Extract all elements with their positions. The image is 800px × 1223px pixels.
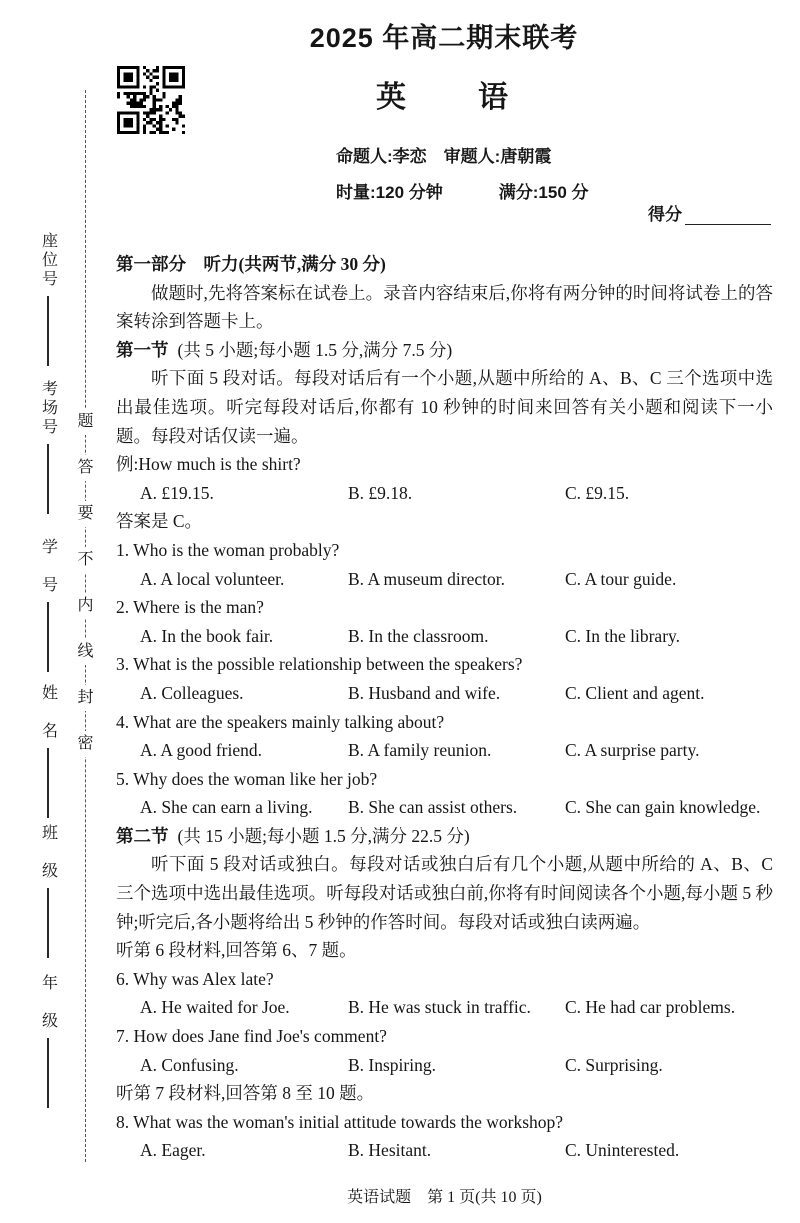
- option-c: C. She can gain knowledge.: [565, 797, 761, 818]
- section2-label: 第二节: [116, 825, 169, 846]
- fill-in-line: [47, 748, 49, 818]
- seal-char: 线: [75, 639, 96, 665]
- field-label: 年 级: [39, 974, 57, 1031]
- question-options: [116, 1136, 773, 1165]
- question-options: [116, 565, 773, 594]
- option-a: A. £19.15.: [140, 482, 214, 503]
- question-3: [116, 650, 773, 707]
- question-options: [116, 1051, 773, 1080]
- seal-char: 要: [75, 501, 96, 527]
- option-a: A. A good friend.: [140, 740, 263, 761]
- exam-body: [116, 250, 773, 1165]
- section1-meta: (共 5 小题;每小题 1.5 分,满分 7.5 分): [177, 339, 453, 360]
- field-grade: [36, 974, 60, 1108]
- duration: 时量:120 分钟: [336, 183, 443, 202]
- option-b: B. Hesitant.: [348, 1140, 432, 1161]
- section1-heading: [116, 336, 773, 365]
- seal-dashed-line: [85, 90, 86, 1162]
- question-6: [116, 965, 773, 1022]
- authors-line: 命题人:李恋 审题人:唐朝霞: [336, 147, 552, 166]
- option-c: C. A tour guide.: [565, 568, 677, 589]
- field-seat-number: [36, 232, 60, 366]
- question-options: [116, 993, 773, 1022]
- question-7: [116, 1022, 773, 1079]
- question-text: 2. Where is the man?: [116, 597, 264, 618]
- option-a: A. She can earn a living.: [140, 797, 313, 818]
- fill-in-line: [47, 444, 49, 514]
- exam-title: 2025 年高二期末联考: [309, 23, 579, 53]
- example-answer-note: 答案是 C。: [116, 511, 203, 532]
- option-b: B. Inspiring.: [348, 1054, 436, 1075]
- option-a: A. Confusing.: [140, 1054, 239, 1075]
- subject-title: 英 语: [376, 81, 512, 114]
- option-c: C. Client and agent.: [565, 682, 705, 703]
- times-line: [336, 178, 589, 203]
- part1-intro: 做题时,先将答案标在试卷上。录音内容结束后,你将有两分钟的时间将试卷上的答案转涂到答题卡上。: [116, 282, 773, 332]
- question-8: [116, 1108, 773, 1165]
- option-b: B. He was stuck in traffic.: [348, 997, 531, 1018]
- material6-line: 听第 6 段材料,回答第 6、7 题。: [116, 940, 357, 961]
- option-b: B. A museum director.: [348, 568, 506, 589]
- option-c: C. A surprise party.: [565, 740, 700, 761]
- score-box: [648, 200, 771, 225]
- section2-intro: 听下面 5 段对话或独白。每段对话或独白后有几个小题,从题中所给的 A、B、C 三个选项中选出最佳选项。听每段对话或独白前,你将有时间阅读各个小题,每小题 5 秒钟;听完后,各小题将给出 5 秒钟的作答时间。每段对话或独白读两遍。: [116, 854, 773, 932]
- seal-char: 密: [75, 731, 96, 757]
- material7-line: 听第 7 段材料,回答第 8 至 10 题。: [116, 1083, 375, 1104]
- question-2: [116, 593, 773, 650]
- seal-char: 题: [75, 409, 96, 435]
- question-text: 4. What are the speakers mainly talking about?: [116, 711, 445, 732]
- page-footer: 英语试题 第 1 页(共 10 页): [347, 1189, 542, 1206]
- section1-intro: 听下面 5 段对话。每段对话后有一个小题,从题中所给的 A、B、C 三个选项中选出最佳选项。听完每段对话后,你都有 10 秒钟的时间来回答有关小题和阅读下一小题。每段对话仅读一遍。: [116, 368, 773, 446]
- question-options: [116, 679, 773, 708]
- question-options: [116, 622, 773, 651]
- question-1: [116, 536, 773, 593]
- option-b: B. £9.18.: [348, 482, 413, 503]
- question-text: 8. What was the woman's initial attitude towards the workshop?: [116, 1111, 564, 1132]
- question-options: [116, 736, 773, 765]
- field-label: 姓 名: [39, 684, 57, 741]
- field-label: 学 号: [39, 538, 57, 595]
- field-room-number: [36, 380, 60, 514]
- field-label: 考场号: [39, 380, 57, 437]
- score-label: 得分: [648, 205, 682, 224]
- question-options: [116, 793, 773, 822]
- field-name: [36, 684, 60, 818]
- question-text: 3. What is the possible relationship between the speakers?: [116, 654, 523, 675]
- option-b: B. A family reunion.: [348, 740, 492, 761]
- option-a: A. He waited for Joe.: [140, 997, 290, 1018]
- section1-label: 第一节: [116, 339, 169, 360]
- question-text: 1. Who is the woman probably?: [116, 539, 340, 560]
- fill-in-line: [47, 602, 49, 672]
- part1-heading: 第一部分 听力(共两节,满分 30 分): [116, 254, 386, 274]
- option-b: B. In the classroom.: [348, 625, 489, 646]
- section2-meta: (共 15 小题;每小题 1.5 分,满分 22.5 分): [177, 825, 470, 846]
- example-question: 例:How much is the shirt?: [116, 454, 301, 475]
- option-b: B. She can assist others.: [348, 797, 518, 818]
- seal-char: 答: [75, 455, 96, 481]
- fill-in-line: [47, 888, 49, 958]
- option-c: C. £9.15.: [565, 482, 630, 503]
- field-label: 班 级: [39, 824, 57, 881]
- seal-char: 不: [75, 547, 96, 573]
- option-c: C. Surprising.: [565, 1054, 663, 1075]
- field-class: [36, 824, 60, 958]
- question-5: [116, 765, 773, 822]
- option-c: C. He had car problems.: [565, 997, 736, 1018]
- option-a: A. In the book fair.: [140, 625, 274, 646]
- option-b: B. Husband and wife.: [348, 682, 501, 703]
- question-text: 5. Why does the woman like her job?: [116, 768, 378, 789]
- seal-char: 内: [75, 593, 96, 619]
- field-label: 座位号: [39, 232, 57, 289]
- exam-meta: [336, 142, 589, 203]
- example-options: [116, 479, 773, 508]
- seal-char: 封: [75, 685, 96, 711]
- option-a: A. Colleagues.: [140, 682, 244, 703]
- section2-heading: [116, 822, 773, 851]
- option-a: A. A local volunteer.: [140, 568, 285, 589]
- question-4: [116, 708, 773, 765]
- option-c: C. Uninterested.: [565, 1140, 680, 1161]
- field-student-number: [36, 538, 60, 672]
- score-fill-line: [685, 204, 771, 225]
- option-a: A. Eager.: [140, 1140, 206, 1161]
- total-score: 满分:150 分: [498, 183, 589, 202]
- question-text: 7. How does Jane find Joe's comment?: [116, 1026, 387, 1047]
- fill-in-line: [47, 1038, 49, 1108]
- question-text: 6. Why was Alex late?: [116, 968, 274, 989]
- fill-in-line: [47, 296, 49, 366]
- option-c: C. In the library.: [565, 625, 681, 646]
